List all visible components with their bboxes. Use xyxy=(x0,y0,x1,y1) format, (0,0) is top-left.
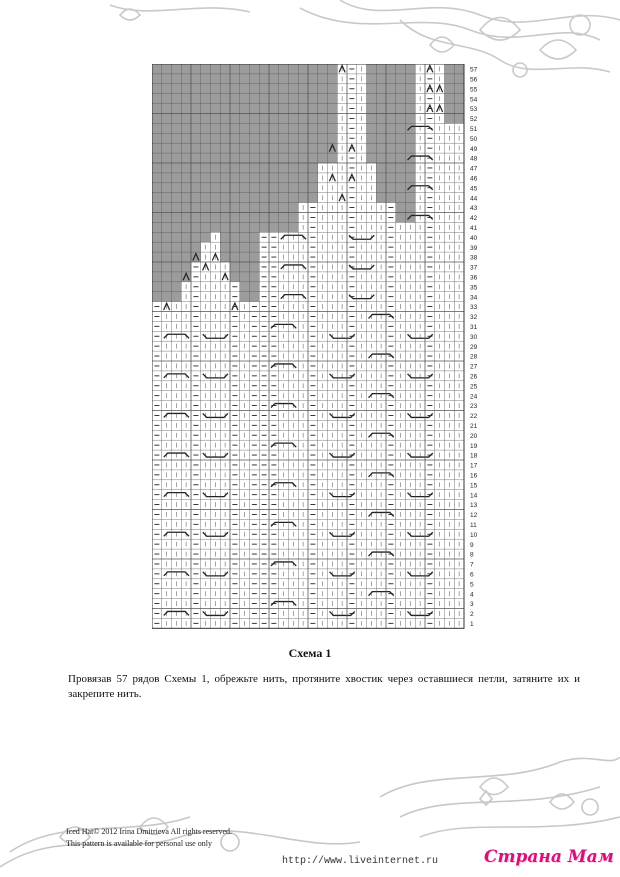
row-number-label: 43 xyxy=(470,205,478,213)
row-number-label: 25 xyxy=(470,383,478,391)
row-number-label: 6 xyxy=(470,571,474,579)
row-number-label: 31 xyxy=(470,323,478,331)
row-number-label: 40 xyxy=(470,234,478,242)
row-number-label: 4 xyxy=(470,591,474,599)
chart-grid xyxy=(152,64,490,630)
row-number-label: 33 xyxy=(470,304,478,312)
row-number-label: 47 xyxy=(470,165,478,173)
row-number-label: 26 xyxy=(470,373,478,381)
row-number-label: 9 xyxy=(470,541,474,549)
row-number-label: 20 xyxy=(470,432,478,440)
copyright-line: Iced Hat© 2012 Irina Dmitrieva All rights reserved. xyxy=(66,827,233,836)
row-number-label: 41 xyxy=(470,224,478,232)
row-number-label: 19 xyxy=(470,442,478,450)
row-number-label: 34 xyxy=(470,294,478,302)
row-number-label: 44 xyxy=(470,195,478,203)
row-number-label: 1 xyxy=(470,620,474,628)
row-number-label: 5 xyxy=(470,581,474,589)
row-number-label: 35 xyxy=(470,284,478,292)
row-number-label: 8 xyxy=(470,551,474,559)
row-number-label: 38 xyxy=(470,254,478,262)
row-number-label: 2 xyxy=(470,611,474,619)
personal-use-line: This pattern is available for personal use only xyxy=(66,839,212,848)
row-number-label: 16 xyxy=(470,472,478,480)
row-number-label: 52 xyxy=(470,116,478,124)
source-url[interactable]: http://www.liveinternet.ru xyxy=(282,856,439,867)
instruction-text: Провязав 57 рядов Схемы 1, обрежьте нить, протяните хвостик через оставшиеся петли, затяните их и закрепите нить. xyxy=(68,673,580,700)
site-logo: Страна Мам xyxy=(484,847,614,867)
row-number-label: 32 xyxy=(470,314,478,322)
row-number-label: 53 xyxy=(470,106,478,114)
chart-caption: Схема 1 xyxy=(288,646,332,660)
row-number-label: 29 xyxy=(470,343,478,351)
row-number-label: 49 xyxy=(470,145,478,153)
row-number-label: 51 xyxy=(470,125,478,133)
row-number-label: 23 xyxy=(470,403,478,411)
row-number-label: 22 xyxy=(470,413,478,421)
row-number-label: 12 xyxy=(470,512,478,520)
row-number-label: 56 xyxy=(470,76,478,84)
row-number-label: 39 xyxy=(470,244,478,252)
row-number-label: 7 xyxy=(470,561,474,569)
row-number-label: 37 xyxy=(470,264,478,272)
row-number-label: 21 xyxy=(470,422,478,430)
row-number-label: 30 xyxy=(470,333,478,341)
row-number-label: 50 xyxy=(470,135,478,143)
row-number-label: 11 xyxy=(470,521,477,529)
row-number-label: 36 xyxy=(470,274,478,282)
row-number-label: 18 xyxy=(470,452,478,460)
row-number-label: 24 xyxy=(470,393,478,401)
row-number-label: 48 xyxy=(470,155,478,163)
row-number-label: 17 xyxy=(470,462,478,470)
row-number-label: 55 xyxy=(470,86,478,94)
row-number-label: 13 xyxy=(470,502,478,510)
knitting-chart xyxy=(152,64,490,630)
row-number-label: 54 xyxy=(470,96,478,104)
row-number-label: 15 xyxy=(470,482,478,490)
row-number-label: 14 xyxy=(470,492,478,500)
row-number-label: 42 xyxy=(470,215,478,223)
row-number-label: 57 xyxy=(470,66,478,74)
row-number-label: 3 xyxy=(470,601,474,609)
row-number-label: 28 xyxy=(470,353,478,361)
row-number-label: 45 xyxy=(470,185,478,193)
row-number-label: 27 xyxy=(470,363,478,371)
row-number-label: 46 xyxy=(470,175,478,183)
row-number-label: 10 xyxy=(470,531,478,539)
